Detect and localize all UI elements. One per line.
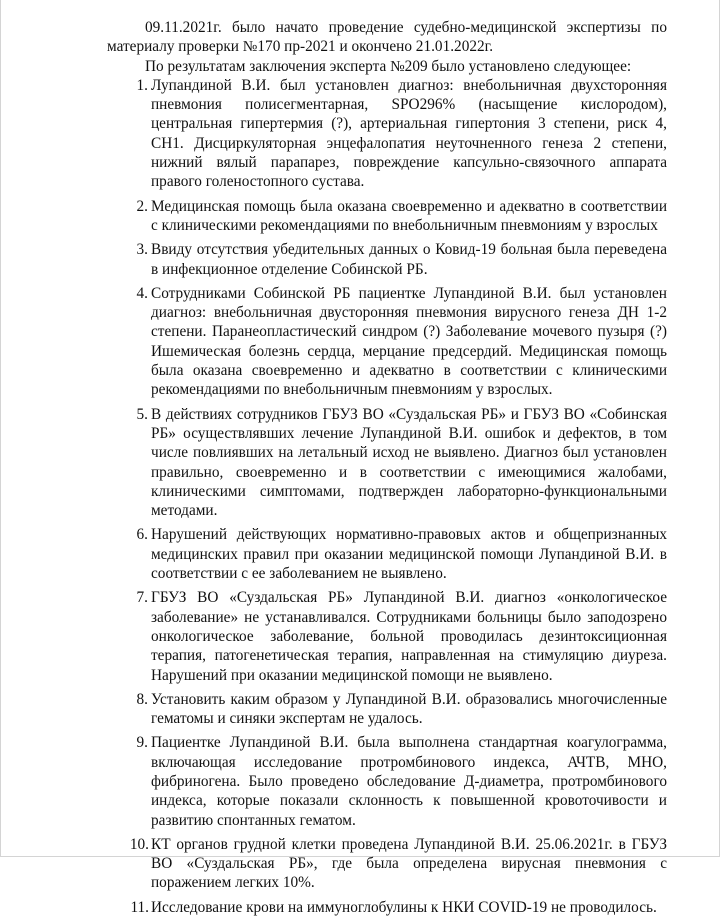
list-item-text: ГБУЗ ВО «Суздальская РБ» Лупандиной В.И. диагноз «онкологическое заболевание» не устанавливался. Сотрудниками больницы было заподозрено онкологическое заболевание, больной проводилась дезинтоксиционная терапия, патогенетическая терапия, направленная на стимуляцию диуреза. Нарушений при оказании медицинской помощи не выявлено. bbox=[151, 589, 667, 684]
list-item bbox=[107, 525, 667, 583]
list-item-number: 1. bbox=[136, 76, 148, 94]
intro-paragraph: 09.11.2021г. было начато проведение судебно-медицинской экспертизы по материалу проверки №170 пр-2021 и окончено 21.01.2022г. bbox=[107, 19, 667, 56]
list-item bbox=[107, 405, 667, 521]
list-item bbox=[107, 588, 667, 684]
list-item-text: Нарушений действующих нормативно-правовых актов и общепризнанных медицинских правил при оказании медицинской помощи Лупандиной В.И. в соответствии с ее заболеванием не выявлено. bbox=[151, 526, 667, 583]
list-item-text: Исследование крови на иммуноглобулины к НКИ COVID-19 не проводилось. bbox=[151, 898, 657, 916]
document-body bbox=[107, 18, 667, 922]
list-item bbox=[107, 835, 667, 893]
list-item-number: 9. bbox=[136, 734, 148, 752]
list-item-text: Пациентке Лупандиной В.И. была выполнена стандартная коагулограмма, включающая исследование протромбинового индекса, АЧТВ, МНО, фибриногена. Было проведено обследование Д-диаметра, протромбинового индекса, которые показали склонность к повышенной кровоточивости и развитию спонтанных гематом. bbox=[151, 734, 667, 829]
list-item-text: Сотрудниками Собинской РБ пациентке Лупандиной В.И. был установлен диагноз: внебольничная двусторонняя пневмония вирусного генеза ДН 1-2 степени. Паранеопластический синдром (?) Заболевание мочевого пузыря (?) Ишемическая болезнь сердца, мерцание предсердий. Медицинская помощь была оказана своевременно и адекватно в соответствии с клиническими рекомендациями по внебольничным пневмониям у взрослых. bbox=[151, 284, 667, 399]
list-item bbox=[107, 898, 667, 917]
list-item-number: 11. bbox=[130, 898, 149, 916]
list-item bbox=[107, 690, 667, 729]
list-item bbox=[107, 733, 667, 829]
list-item-number: 8. bbox=[136, 690, 148, 708]
list-item-number: 3. bbox=[136, 241, 148, 259]
list-item-number: 6. bbox=[136, 526, 148, 544]
list-item bbox=[107, 197, 667, 236]
list-item-number: 2. bbox=[136, 197, 148, 215]
list-item-number: 7. bbox=[136, 589, 148, 607]
list-item-number: 10. bbox=[129, 835, 149, 853]
list-item bbox=[107, 284, 667, 400]
list-item-text: Лупандиной В.И. был установлен диагноз: внебольничная двухсторонняя пневмония полисегментарная, SPO296% (насыщение кислородом), центральная гипертермия (?), артериальная гипертония 3 степени, риск 4, СН1. Дисциркуляторная энцефалопатия неуточненного генеза 2 степени, нижний вялый парапарез, повреждение капсульно-связочного аппарата правого голеностопного сустава. bbox=[151, 76, 667, 191]
list-item-text: В действиях сотрудников ГБУЗ ВО «Суздальская РБ» и ГБУЗ ВО «Собинская РБ» осуществлявших лечение Лупандиной В.И. ошибок и дефектов, в том числе повлиявших на летальный исход не выявлено. Диагноз был установлен правильно, своевременно и в соответствии с имеющимися жалобами, клиническими симптомами, подтвержден лабораторно-функциональными методами. bbox=[151, 405, 667, 520]
results-intro-paragraph: По результатам заключения эксперта №209 было установлено следующее: bbox=[145, 57, 632, 75]
list-item-text: КТ органов грудной клетки проведена Лупандиной В.И. 25.06.2021г. в ГБУЗ ВО «Суздальская РБ», где была определена вирусная пневмония с поражением легких 10%. bbox=[151, 835, 667, 892]
list-item-number: 5. bbox=[136, 405, 148, 423]
findings-list bbox=[107, 76, 667, 917]
list-item-text: Ввиду отсутствия убедительных данных о Ковид-19 больная была переведена в инфекционное отделение Собинской РБ. bbox=[151, 241, 667, 278]
list-item bbox=[107, 76, 667, 192]
list-item bbox=[107, 240, 667, 279]
list-item-text: Медицинская помощь была оказана своевременно и адекватно в соответствии с клиническими рекомендациями по внебольничным пневмониям у взрослых bbox=[151, 197, 667, 234]
list-item-number: 4. bbox=[136, 284, 148, 302]
list-item-text: Установить каким образом у Лупандиной В.И. образовались многочисленные гематомы и синяки экспертам не удалось. bbox=[151, 690, 667, 728]
